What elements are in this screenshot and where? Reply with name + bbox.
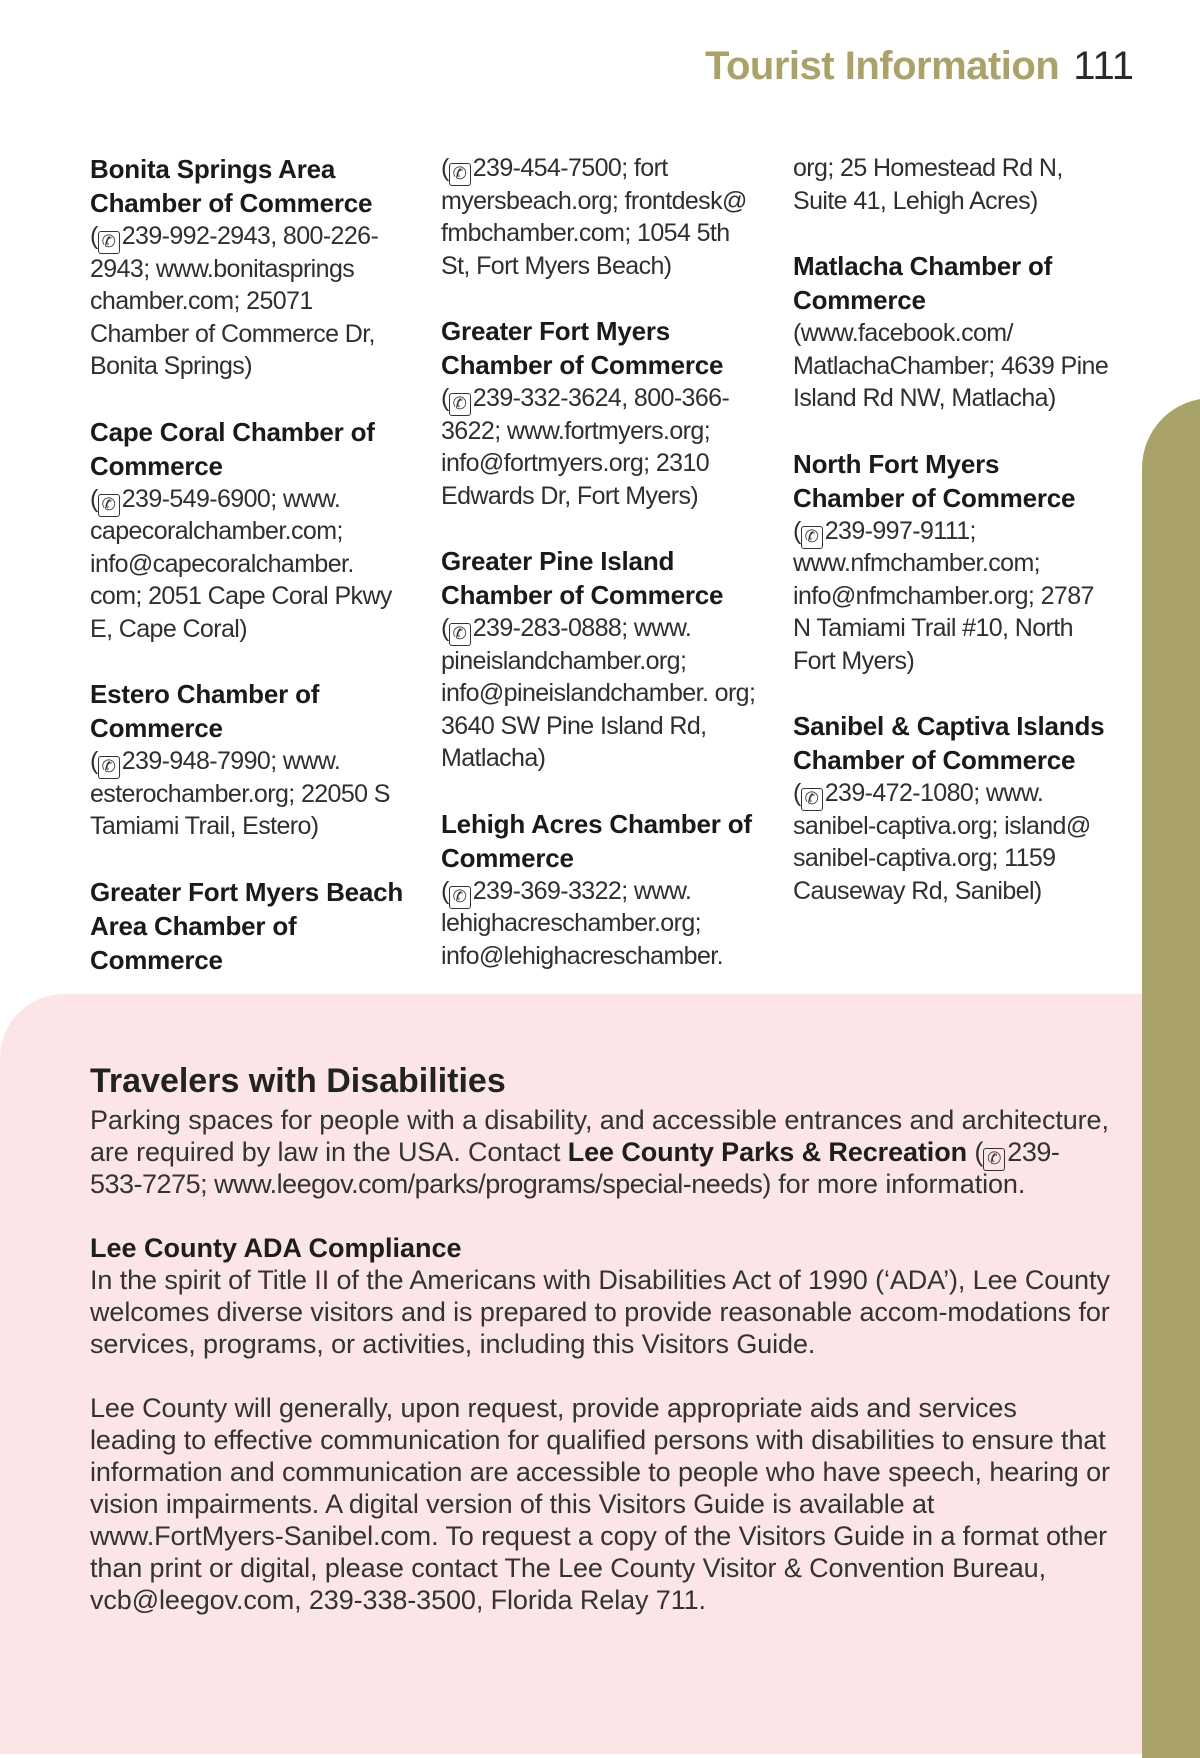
chamber-details: ( ✆ 239-283-0888; www. pineislandchamber.org; info@pineislandchamber. org; 3640 SW Pine Island Rd, Matlacha) <box>441 614 756 772</box>
chamber-details <box>793 152 1111 217</box>
phone-icon: ✆ <box>449 393 471 416</box>
chamber-name: Cape Coral Chamber of Commerce <box>90 416 375 481</box>
chamber-name: Bonita Springs Area Chamber of Commerce <box>90 154 373 218</box>
chamber-entry <box>90 875 408 977</box>
phone-icon: ✆ <box>449 163 471 186</box>
parks-contact: 239-533-7275; www.leegov.com/parks/programs/special-needs) <box>90 1137 1060 1199</box>
chamber-name: Estero Chamber of Commerce <box>90 679 320 743</box>
chamber-entry <box>90 152 408 383</box>
chamber-name: Sanibel & Captiva Islands Chamber of Commerce <box>793 711 1105 775</box>
chamber-name: Greater Fort Myers Beach Area Chamber of Commerce <box>90 876 404 975</box>
chamber-contact: 239-332-3624, 800-366-3622; www.fortmyers.org; info@fortmyers.org; 2310 Edwards Dr, Fort Myers) <box>441 384 730 510</box>
chamber-details: (www.facebook.com/ MatlachaChamber; 4639 Pine Island Rd NW, Matlacha) <box>793 319 1109 412</box>
disabilities-paragraph: Parking spaces for people with a disability, and accessible entrances and architecture, are required by law in the USA. Contact Lee County Parks & Recreation ( ✆ 239-533-7275; www.leegov.com/parks/programs/special-needs) for more information. <box>90 1105 1109 1199</box>
ada-paragraph-2: Lee County will generally, upon request, provide appropriate aids and services leading to effective communication for qualified persons with disabilities to ensure that information and communication are accessible to people who have speech, hearing or vision impairments. A digital version of this Visitors Guide is available at www.FortMyers-Sanibel.com. To request a copy of the Visitors Guide in a format other than print or digital, please contact The Lee County Visitor & Convention Bureau, vcb@leegov.com, 239-338-3500, Florida Relay 711. <box>90 1393 1110 1615</box>
chamber-contact: 239-283-0888; www. pineislandchamber.org; info@pineislandchamber. org; 3640 SW Pine Island Rd, Matlacha) <box>441 614 756 772</box>
chamber-contact: 239-997-9111; www.nfmchamber.com; info@nfmchamber.org; 2787 N Tamiami Trail #10, North Fort Myers) <box>793 516 1094 675</box>
chamber-name: Lehigh Acres Chamber of Commerce <box>441 808 752 873</box>
chamber-contact: org; 25 Homestead Rd N, Suite 41, Lehigh Acres) <box>793 154 1063 215</box>
chamber-contact: 239-948-7990; www. esterochamber.org; 22050 S Tamiami Trail, Estero) <box>90 747 390 840</box>
chamber-contact: 239-369-3322; www. lehighacreschamber.org; info@lehighacreschamber. <box>441 876 723 970</box>
listing-column-2 <box>441 152 759 1004</box>
phone-icon: ✆ <box>98 756 120 779</box>
chamber-details: ( ✆ 239-454-7500; fort myersbeach.org; frontdesk@ fmbchamber.com; 1054 5th St, Fort Myers Beach) <box>441 154 747 280</box>
chamber-details: ( ✆ 239-472-1080; www. sanibel-captiva.org; island@ sanibel-captiva.org; 1159 Causeway Rd, Sanibel) <box>793 779 1091 905</box>
phone-icon: ✆ <box>801 526 823 549</box>
listing-column-3 <box>793 152 1111 939</box>
page-header <box>705 44 1134 89</box>
chamber-details: ( ✆ 239-332-3624, 800-366-3622; www.fortmyers.org; info@fortmyers.org; 2310 Edwards Dr, Fort Myers) <box>441 384 730 510</box>
chamber-details: ( ✆ 239-549-6900; www. capecoralchamber.com; info@capecoralchamber. com; 2051 Cape Coral Pkwy E, Cape Coral) <box>90 484 392 643</box>
phone-icon: ✆ <box>801 788 823 811</box>
phone-icon: ✆ <box>983 1148 1005 1171</box>
chamber-details: ( ✆ 239-992-2943, 800-226-2943; www.bonitasprings chamber.com; 25071 Chamber of Commerce Dr, Bonita Springs) <box>90 222 379 380</box>
chamber-entry <box>793 709 1111 907</box>
ada-paragraph-1: In the spirit of Title II of the Americans with Disabilities Act of 1990 (‘ADA’), Lee County welcomes diverse visitors and is prepared to provide reasonable accom-modations for services, programs, or activities, including this Visitors Guide. <box>90 1265 1110 1359</box>
phone-icon: ✆ <box>98 231 120 254</box>
section-title: Tourist Information <box>705 44 1060 88</box>
chamber-name: North Fort Myers Chamber of Commerce <box>793 448 1076 513</box>
chamber-details: ( ✆ 239-948-7990; www. esterochamber.org; 22050 S Tamiami Trail, Estero) <box>90 747 390 840</box>
chamber-contact: 239-549-6900; www. capecoralchamber.com; info@capecoralchamber. com; 2051 Cape Coral Pkwy E, Cape Coral) <box>90 484 392 643</box>
chamber-name: Matlacha Chamber of Commerce <box>793 251 1053 315</box>
chamber-details: ( ✆ 239-369-3322; www. lehighacreschamber.org; info@lehighacreschamber. <box>441 876 723 970</box>
chamber-name: Greater Pine Island Chamber of Commerce <box>441 546 724 610</box>
phone-icon: ✆ <box>449 623 471 646</box>
chamber-entry <box>793 447 1111 678</box>
chamber-entry <box>441 314 759 512</box>
disabilities-box <box>0 994 1142 1754</box>
chamber-entry <box>793 249 1111 415</box>
chamber-name: Greater Fort Myers Chamber of Commerce <box>441 316 724 380</box>
chamber-contact: 239-454-7500; fort myersbeach.org; frontdesk@ fmbchamber.com; 1054 5th St, Fort Myers Beach) <box>441 154 747 280</box>
chamber-entry <box>90 415 408 646</box>
side-tab-decoration <box>1142 398 1200 1758</box>
phone-icon: ✆ <box>98 494 120 517</box>
page-number: 111 <box>1073 44 1134 88</box>
chamber-details: ( ✆ 239-997-9111; www.nfmchamber.com; info@nfmchamber.org; 2787 N Tamiami Trail #10, North Fort Myers) <box>793 516 1094 675</box>
phone-icon: ✆ <box>449 886 471 909</box>
chamber-contact: 239-472-1080; www. sanibel-captiva.org; island@ sanibel-captiva.org; 1159 Causeway Rd, Sanibel) <box>793 779 1091 905</box>
disabilities-title: Travelers with Disabilities <box>90 1062 506 1100</box>
listing-column-1 <box>90 152 408 1009</box>
lee-county-parks-name: Lee County Parks & Recreation <box>567 1137 967 1167</box>
chamber-entry <box>441 807 759 973</box>
chamber-contact: 239-992-2943, 800-226-2943; www.bonitasprings chamber.com; 25071 Chamber of Commerce Dr, Bonita Springs) <box>90 222 379 380</box>
chamber-entry <box>441 544 759 775</box>
chamber-entry <box>90 677 408 843</box>
ada-title: Lee County ADA Compliance <box>90 1233 462 1263</box>
disabilities-content <box>90 1060 1110 1616</box>
